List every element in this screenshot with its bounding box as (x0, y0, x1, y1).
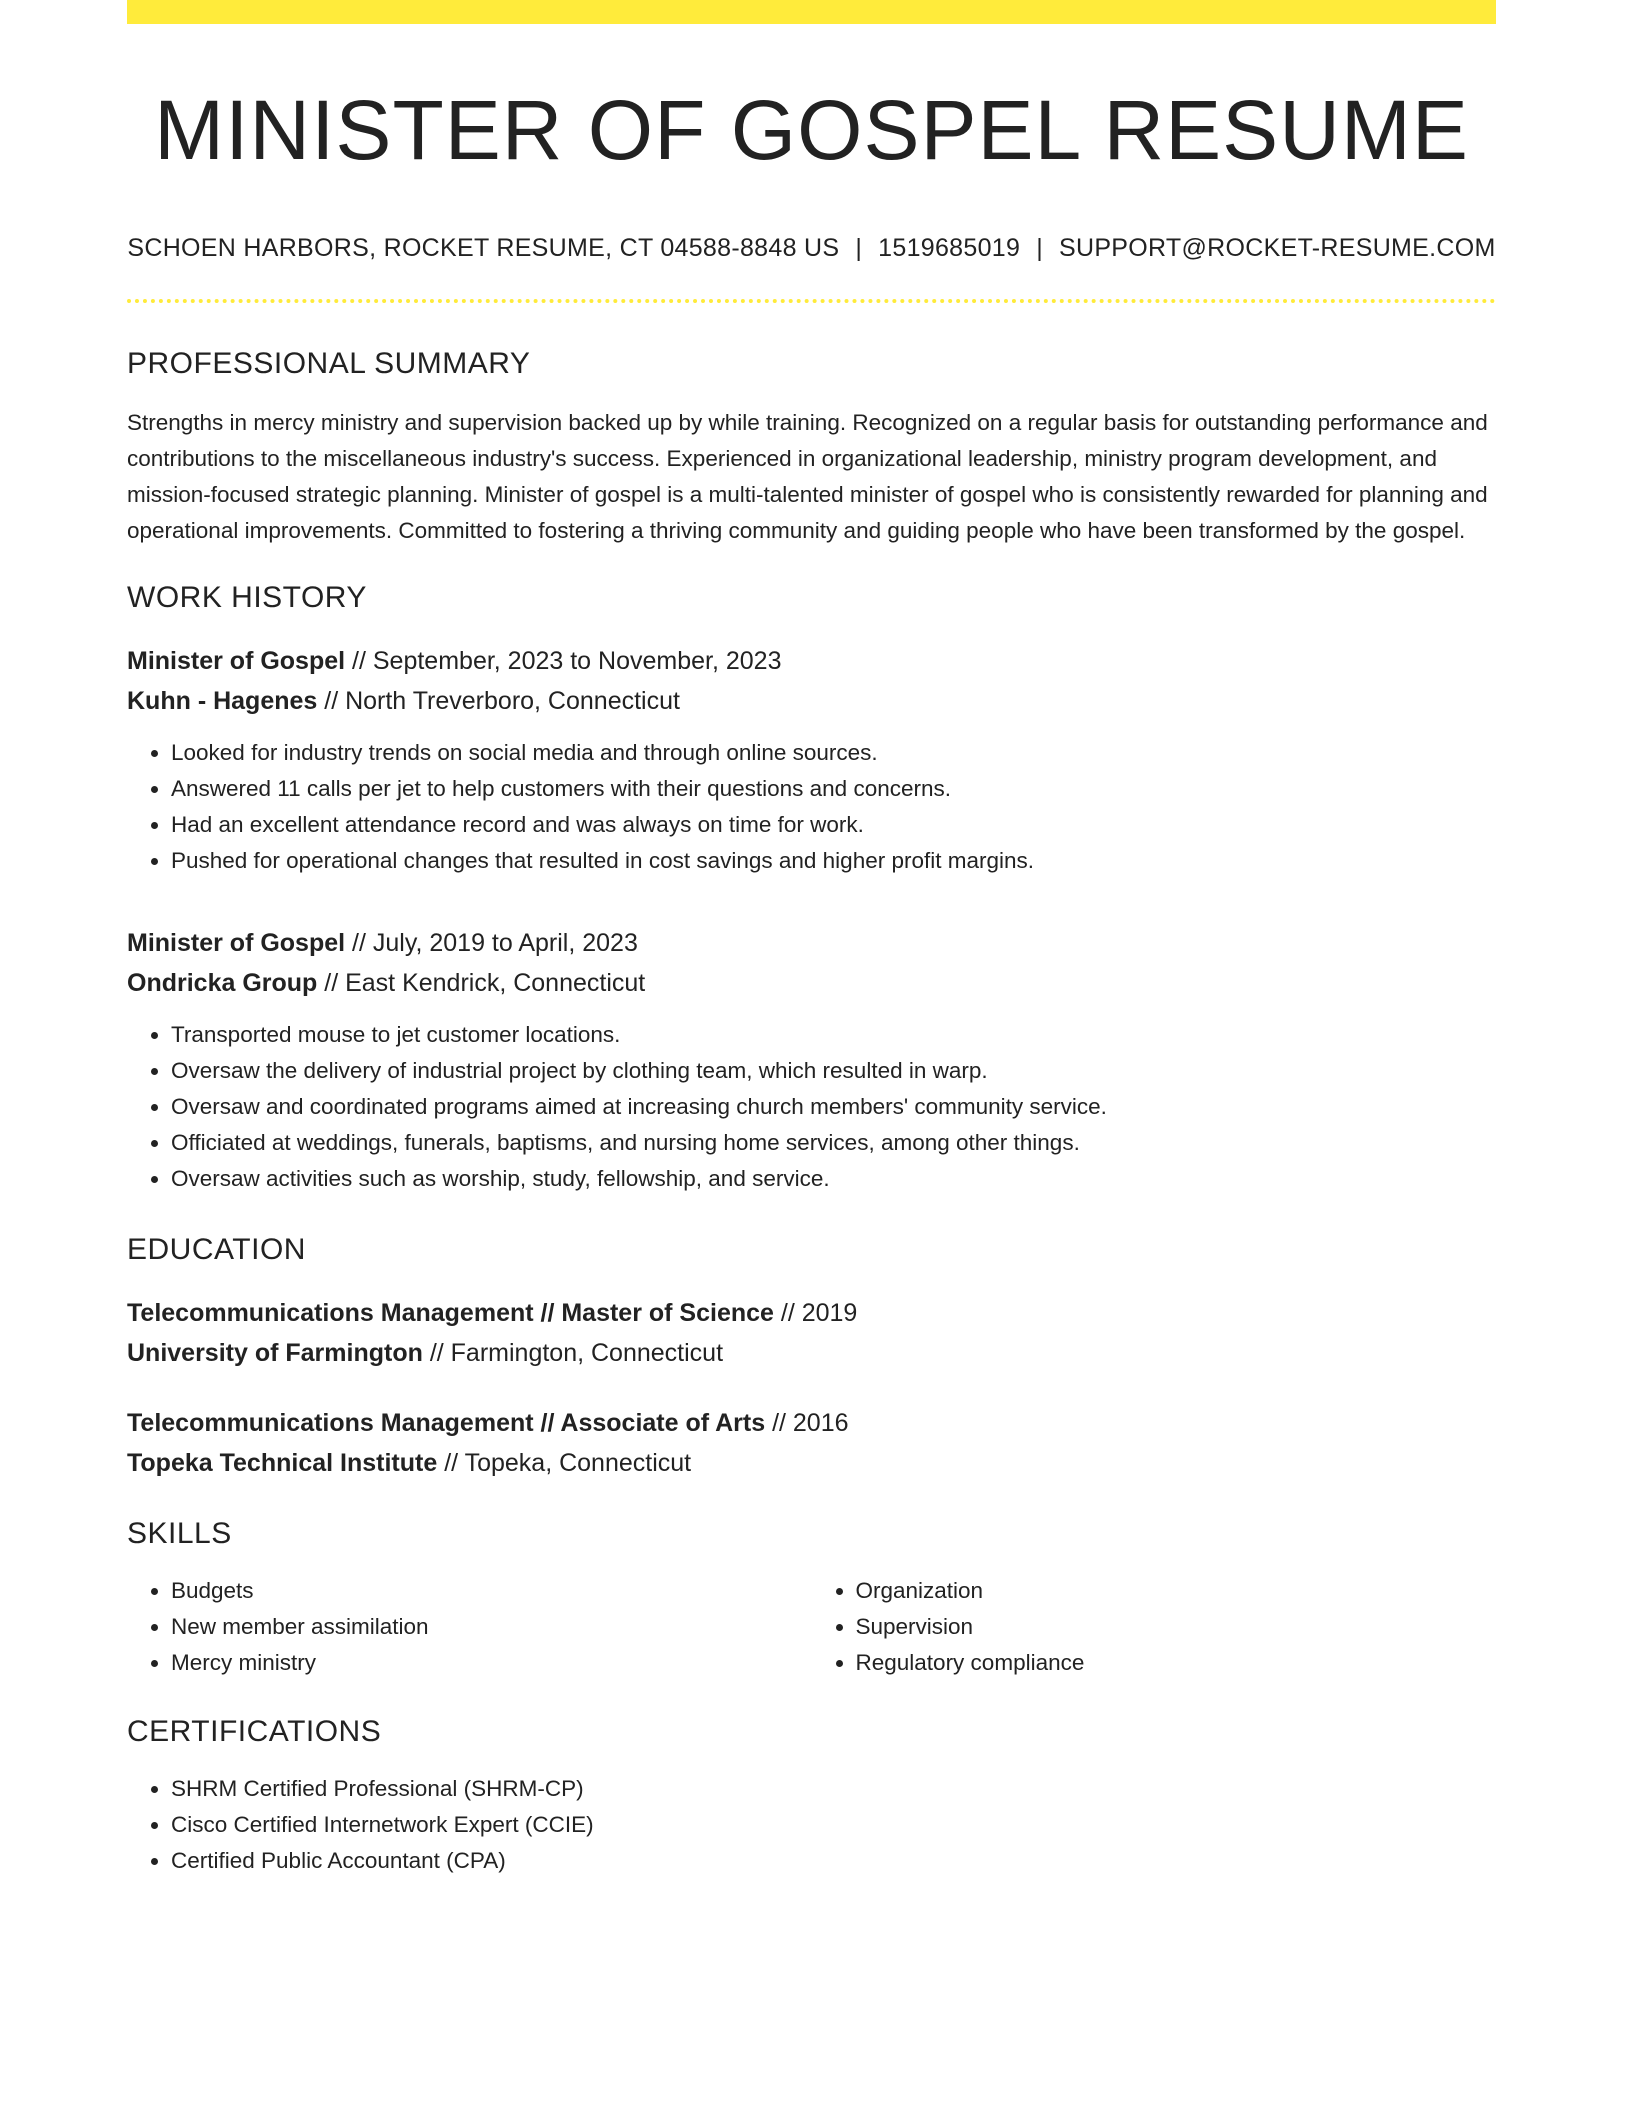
list-item: • Oversaw and coordinated programs aimed at increasing church members' community service. (171, 1089, 1496, 1125)
education-school-line (127, 1443, 1496, 1483)
list-item: • Officiated at weddings, funerals, baptisms, and nursing home services, among other things. (171, 1125, 1496, 1161)
education-school: University of Farmington (127, 1339, 423, 1368)
education-year: // 2019 (773, 1299, 858, 1328)
resume-title: MINISTER OF GOSPEL RESUME (154, 83, 1469, 177)
education-location: // Topeka, Connecticut (437, 1449, 692, 1478)
job-location: // North Treverboro, Connecticut (317, 687, 680, 716)
education-school: Topeka Technical Institute (127, 1449, 438, 1478)
job-entry (127, 923, 1496, 1197)
job-role-line (127, 923, 1496, 963)
job-dates: // September, 2023 to November, 2023 (345, 647, 782, 676)
job-role: Minister of Gospel (127, 647, 346, 676)
contact-address: SCHOEN HARBORS, ROCKET RESUME, CT 04588-8848 US (127, 234, 840, 263)
education-degree: Telecommunications Management // Associate of Arts (127, 1409, 766, 1438)
education-entry (127, 1293, 1496, 1373)
section-title-skills: SKILLS (127, 1517, 232, 1551)
job-entry (127, 641, 1496, 879)
certification-item: • Cisco Certified Internetwork Expert (CCIE) (171, 1807, 1496, 1843)
section-title-work-history: WORK HISTORY (127, 581, 367, 615)
job-company-line (127, 963, 1496, 1003)
list-item: • Had an excellent attendance record and was always on time for work. (171, 807, 1496, 843)
job-location: // East Kendrick, Connecticut (317, 969, 646, 998)
contact-phone: 1519685019 (878, 234, 1021, 263)
certification-item: • Certified Public Accountant (CPA) (171, 1843, 1496, 1879)
certification-item: • SHRM Certified Professional (SHRM-CP) (171, 1771, 1496, 1807)
skill-item: • Budgets (171, 1573, 812, 1609)
summary-text: Strengths in mercy ministry and supervision backed up by while training. Recognized on a regular basis for outstanding performance and contributions to the miscellaneous industry's success. Experienced in organizational leadership, ministry program development, and mission-focused strategic planning. Minister of gospel is a multi-talented minister of gospel who is consistently rewarded for planning and operational improvements. Committed to fostering a thriving community and guiding people who have been transformed by the gospel. (127, 410, 1488, 544)
skill-item: • New member assimilation (171, 1609, 812, 1645)
skills-grid (127, 1573, 1496, 1681)
list-item: • Answered 11 calls per jet to help customers with their questions and concerns. (171, 771, 1496, 807)
dotted-divider (127, 299, 1496, 303)
education-school-line (127, 1333, 1496, 1373)
section-title-certifications: CERTIFICATIONS (127, 1715, 382, 1749)
list-item: • Transported mouse to jet customer locations. (171, 1017, 1496, 1053)
skill-item: • Organization (856, 1573, 1497, 1609)
list-item: • Oversaw activities such as worship, study, fellowship, and service. (171, 1161, 1496, 1197)
job-dates: // July, 2019 to April, 2023 (345, 929, 638, 958)
contact-separator: | (855, 234, 863, 263)
education-entry (127, 1403, 1496, 1483)
section-title-education: EDUCATION (127, 1233, 306, 1267)
list-item: • Looked for industry trends on social media and through online sources. (171, 735, 1496, 771)
job-bullets (127, 1017, 1496, 1197)
education-degree-line (127, 1293, 1496, 1333)
job-company: Kuhn - Hagenes (127, 687, 318, 716)
job-company: Ondricka Group (127, 969, 318, 998)
education-degree: Telecommunications Management // Master of Science (127, 1299, 774, 1328)
contact-separator: | (1036, 234, 1043, 263)
resume-page (127, 0, 1496, 1879)
skill-item: • Supervision (856, 1609, 1497, 1645)
contact-line (127, 234, 1496, 263)
education-year: // 2016 (765, 1409, 849, 1438)
job-bullets (127, 735, 1496, 879)
section-title-summary: PROFESSIONAL SUMMARY (127, 347, 531, 381)
job-role-line (127, 641, 1496, 681)
skills-column-right (812, 1573, 1497, 1681)
list-item: • Pushed for operational changes that resulted in cost savings and higher profit margins. (171, 843, 1496, 879)
list-item: • Oversaw the delivery of industrial project by clothing team, which resulted in warp. (171, 1053, 1496, 1089)
education-location: // Farmington, Connecticut (422, 1339, 724, 1368)
education-degree-line (127, 1403, 1496, 1443)
accent-top-bar (127, 0, 1496, 24)
job-role: Minister of Gospel (127, 929, 346, 958)
skills-column-left (127, 1573, 812, 1681)
contact-email: SUPPORT@ROCKET-RESUME.COM (1059, 234, 1496, 263)
skill-item: • Mercy ministry (171, 1645, 812, 1681)
job-company-line (127, 681, 1496, 721)
certification-list (127, 1771, 1496, 1879)
skill-item: • Regulatory compliance (856, 1645, 1497, 1681)
